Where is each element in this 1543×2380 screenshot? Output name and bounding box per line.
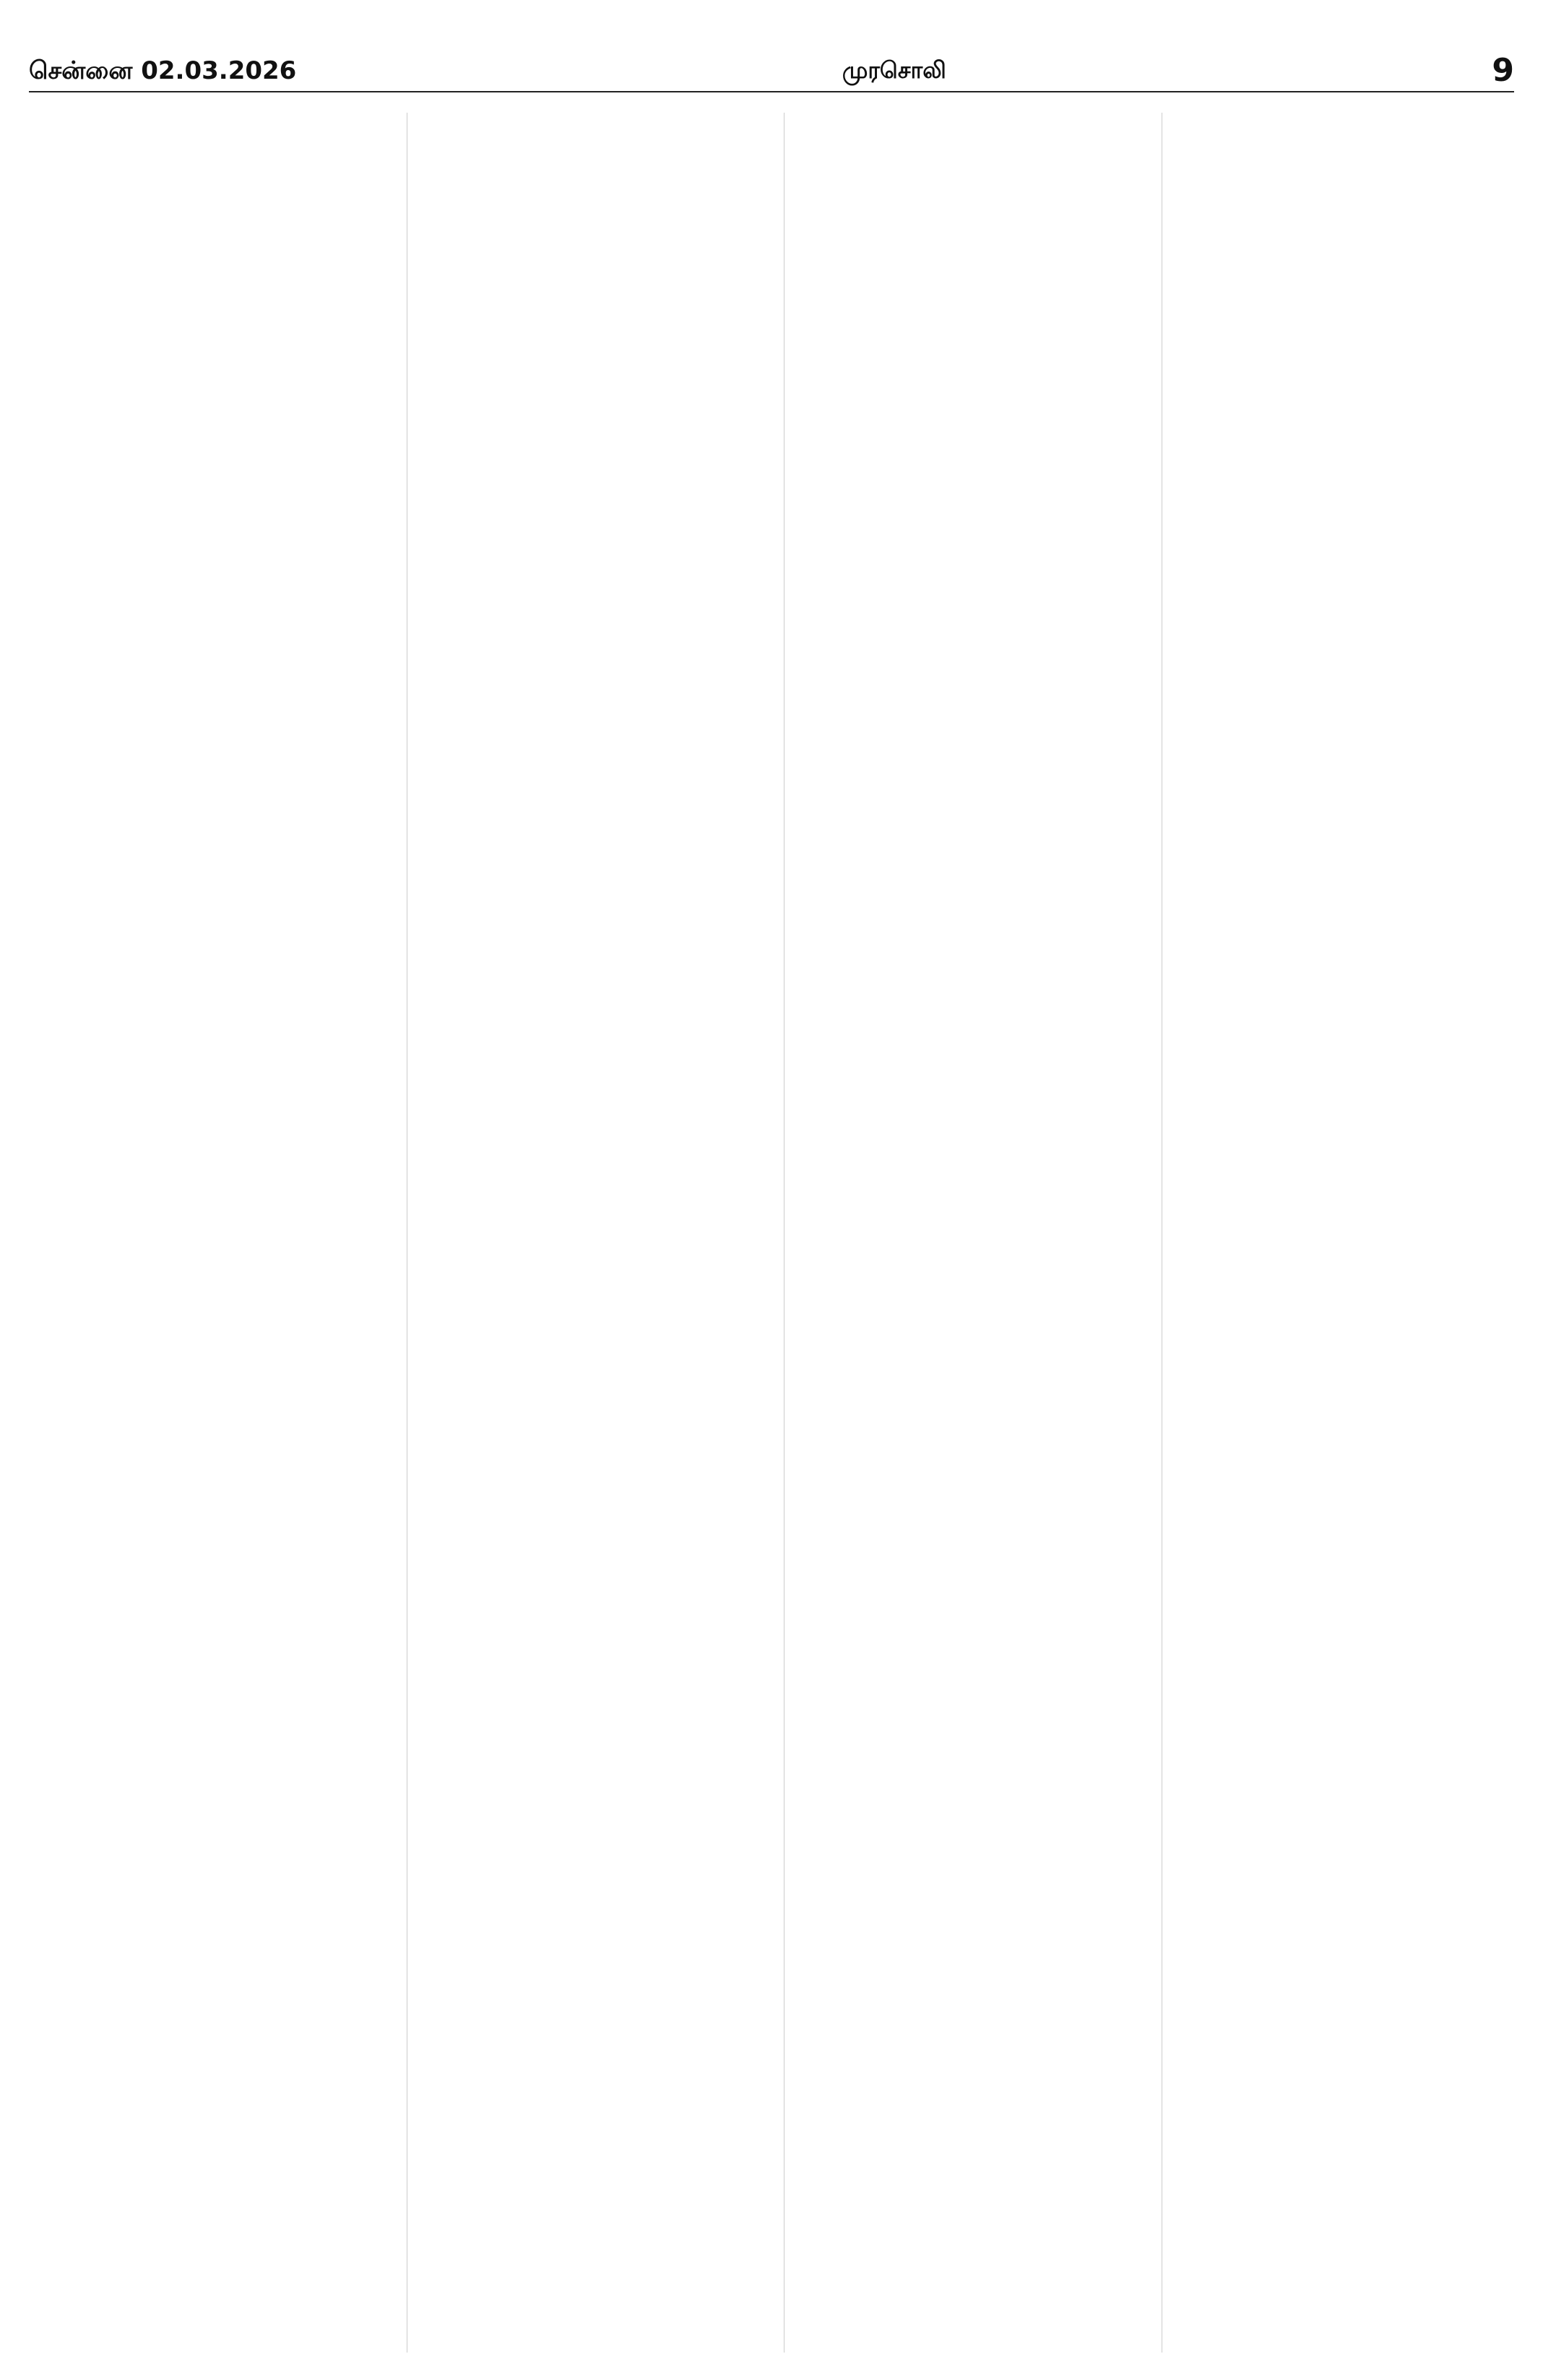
column-2: [407, 113, 760, 2353]
column-4: [1162, 113, 1515, 2353]
column-1: [29, 113, 382, 2353]
page-number: 9: [1492, 52, 1514, 90]
paper-name: முரசொலி: [842, 56, 946, 85]
column-3: [784, 113, 1137, 2353]
issue-date: சென்னை 02.03.2026: [29, 56, 297, 85]
columns: [29, 113, 1514, 2353]
masthead: [29, 51, 1514, 92]
